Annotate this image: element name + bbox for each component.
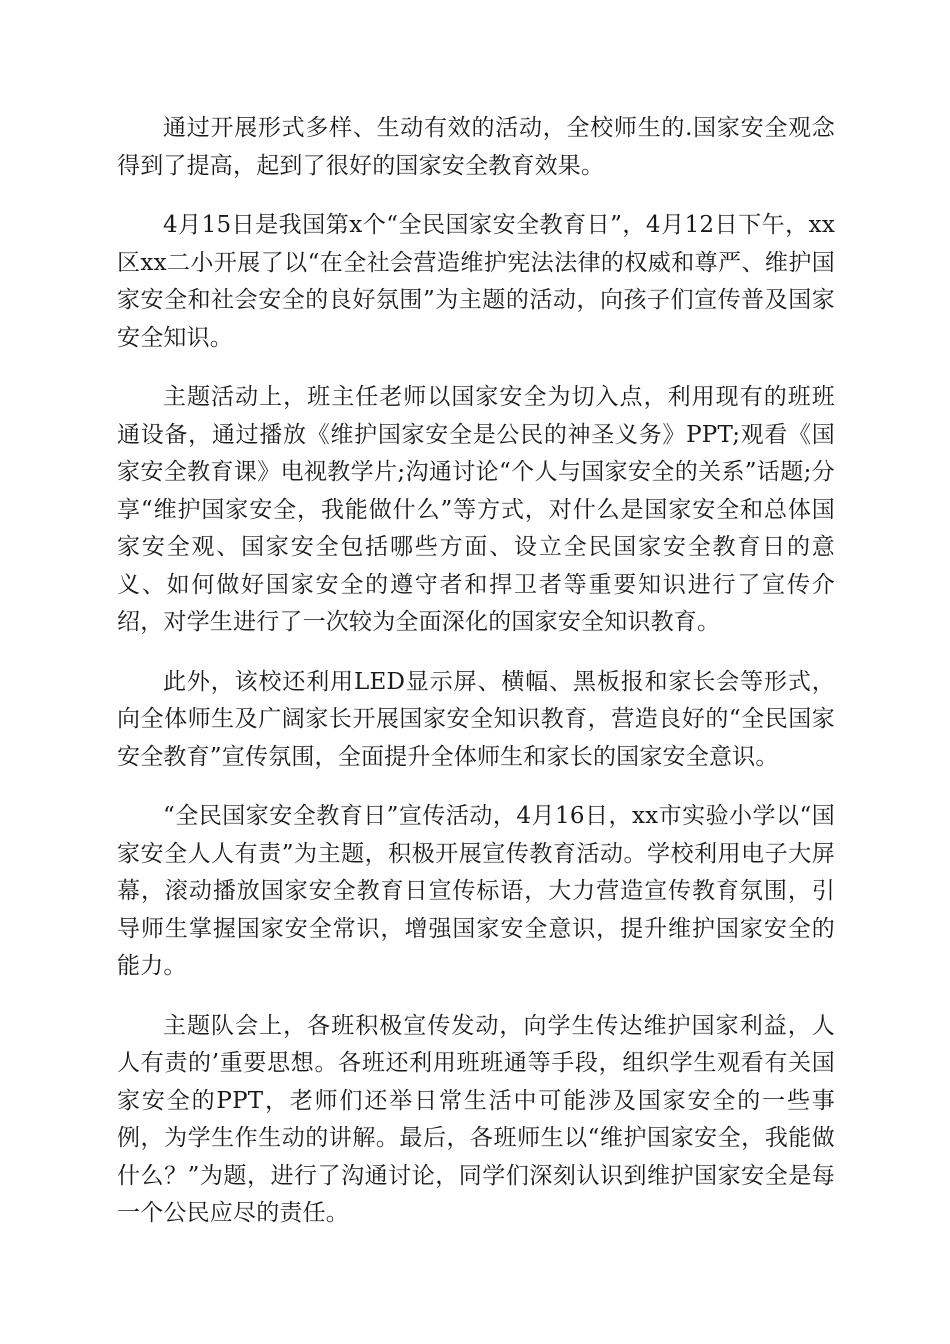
document-body xyxy=(117,110,835,1255)
paragraph-5: “全民国家安全教育日”宣传活动，4月16日，xx市实验小学以“国家安全人人有责”为主题，积极开展宣传教育活动。学校利用电子大屏幕，滚动播放国家安全教育日宣传标语，大力营造宣传教育氛围，引导师生掌握国家安全常识，增强国家安全意识，提升维护国家安全的能力。 xyxy=(117,803,835,979)
paragraph-2: 4月15日是我国第x个“全民国家安全教育日”，4月12日下午，xx区xx二小开展了以“在全社会营造维护宪法法律的权威和尊严、维护国家安全和社会安全的良好氛围”为主题的活动，向孩子们宣传普及国家安全知识。 xyxy=(117,212,835,351)
paragraph-4: 此外，该校还利用LED显示屏、横幅、黑板报和家长会等形式，向全体师生及广阔家长开展国家安全知识教育，营造良好的“全民国家安全教育”宣传氛围，全面提升全体师生和家长的国家安全意识。 xyxy=(117,668,835,770)
paragraph-3: 主题活动上，班主任老师以国家安全为切入点，利用现有的班班通设备，通过播放《维护国家安全是公民的神圣义务》PPT;观看《国家安全教育课》电视教学片;沟通讨论“个人与国家安全的关系”话题;分享“维护国家安全，我能做什么”等方式，对什么是国家安全和总体国家安全观、国家安全包括哪些方面、设立全民国家安全教育日的意义、如何做好国家安全的遵守者和捍卫者等重要知识进行了宣传介绍，对学生进行了一次较为全面深化的国家安全知识教育。 xyxy=(117,384,835,635)
paragraph-1: 通过开展形式多样、生动有效的活动，全校师生的.国家安全观念得到了提高，起到了很好的国家安全教育效果。 xyxy=(117,115,835,179)
paragraph-6: 主题队会上，各班积极宣传发动，向学生传达维护国家利益，人人有责的’重要思想。各班还利用班班通等手段，组织学生观看有关国家安全的PPT，老师们还举日常生活中可能涉及国家安全的一些事例，为学生作生动的讲解。最后，各班师生以“维护国家安全，我能做什么？”为题，进行了沟通讨论，同学们深刻认识到维护国家安全是每一个公民应尽的责任。 xyxy=(117,1012,835,1226)
